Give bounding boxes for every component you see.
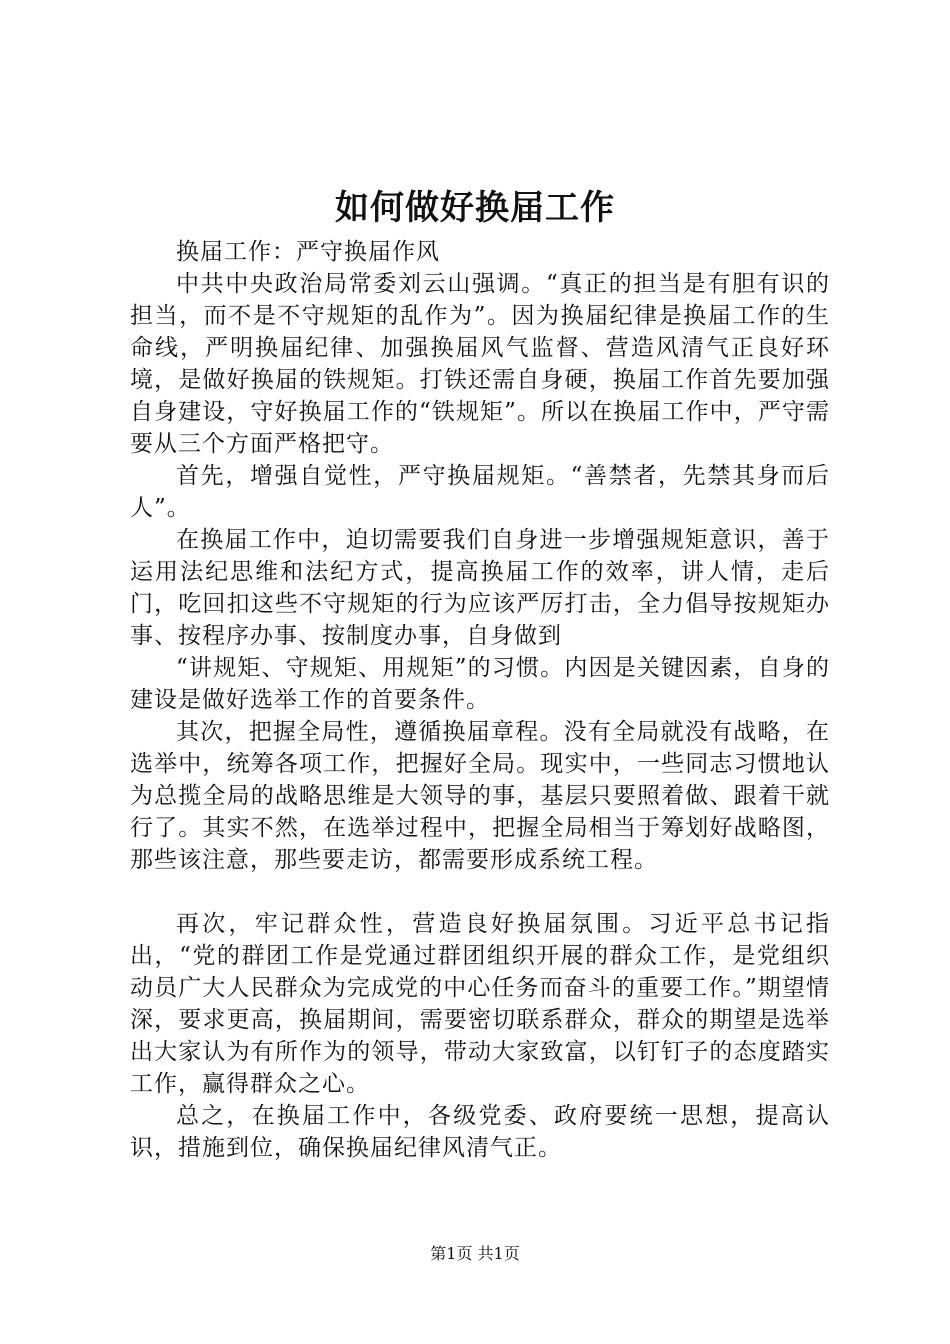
paragraph-intro: 中共中央政治局常委刘云山强调。“真正的担当是有胆有识的担当，而不是不守规矩的乱作为”。因为换届纪律是换届工作的生命线，严明换届纪律、加强换届风气监督、营造风清气正良好环境，是做好换届的铁规矩。打铁还需自身硬，换届工作首先要加强自身建设，守好换届工作的“铁规矩”。所以在换届工作中，严守需要从三个方面严格把守。 bbox=[130, 271, 830, 457]
paragraph-summary: 总之，在换届工作中，各级党委、政府要统一思想，提高认识，措施到位，确保换届纪律风清气正。 bbox=[130, 1103, 830, 1161]
paragraph-first-conclusion: “讲规矩、守规矩、用规矩”的习惯。内因是关键因素，自身的建设是做好选举工作的首要条件。 bbox=[130, 655, 830, 713]
paragraph-first: 首先，增强自觉性，严守换届规矩。“善禁者，先禁其身而后人”。 bbox=[130, 463, 830, 521]
document-body bbox=[130, 236, 830, 1164]
page-footer: 第1页 共1页 bbox=[430, 1244, 520, 1263]
paragraph-second: 其次，把握全局性，遵循换届章程。没有全局就没有战略，在选举中，统筹各项工作，把握好全局。现实中，一些同志习惯地认为总揽全局的战略思维是大领导的事，基层只要照着做、跟着干就行了。其实不然，在选举过程中，把握全局相当于筹划好战略图，那些该注意，那些要走访，都需要形成系统工程。 bbox=[130, 719, 830, 873]
paragraph-third: 再次，牢记群众性，营造良好换届氛围。习近平总书记指出，“党的群团工作是党通过群团组织开展的群众工作，是党组织动员广大人民群众为完成党的中心任务而奋斗的重要工作。”期望情深，要求更高，换届期间，需要密切联系群众，群众的期望是选举出大家认为有所作为的领导，带动大家致富，以钉钉子的态度踏实工作，赢得群众之心。 bbox=[130, 911, 830, 1097]
paragraph-subtitle: 换届工作：严守换届作风 bbox=[176, 239, 440, 265]
paragraph-first-detail: 在换届工作中，迫切需要我们自身进一步增强规矩意识，善于运用法纪思维和法纪方式，提高换届工作的效率，讲人情，走后门，吃回扣这些不守规矩的行为应该严厉打击，全力倡导按规矩办事、按程序办事、按制度办事，自身做到 bbox=[130, 527, 830, 649]
document-title: 如何做好换届工作 bbox=[335, 188, 615, 228]
